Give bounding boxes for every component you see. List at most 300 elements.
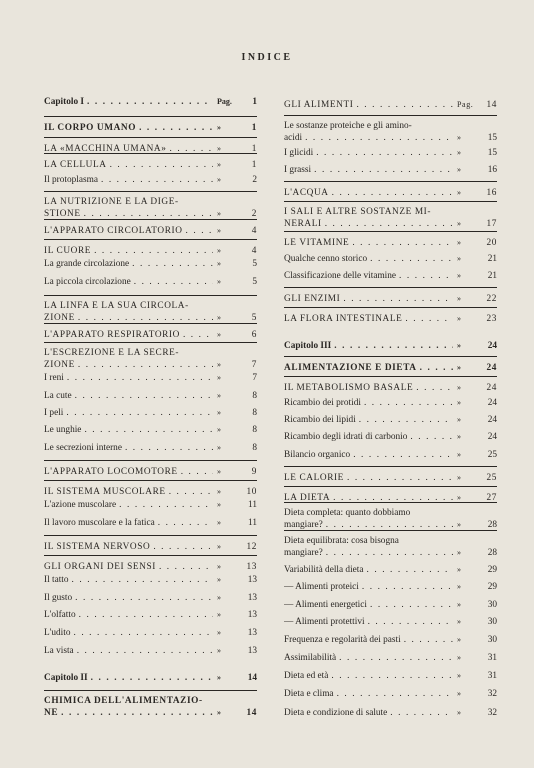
toc-entry-line (284, 340, 497, 352)
page-number: 31 (487, 653, 497, 663)
toc-entry (284, 181, 497, 199)
toc-entry-line (44, 372, 257, 384)
page-prefix: » (217, 542, 222, 551)
toc-entry-line (44, 592, 257, 604)
toc-entry-line (44, 424, 257, 436)
toc-entry-line (44, 390, 257, 402)
page-number: 15 (487, 133, 497, 143)
page-prefix: » (457, 271, 461, 280)
leader-dots (328, 671, 453, 682)
page-number: 13 (247, 593, 257, 603)
page-prefix: » (217, 487, 222, 496)
page-number: 29 (487, 582, 497, 592)
page-number: 8 (252, 408, 257, 418)
toc-entry-title: Dieta ed età (284, 671, 329, 681)
page-prefix: » (457, 133, 461, 142)
toc-entry (284, 466, 497, 484)
page-number: 21 (487, 254, 497, 264)
page-prefix: » (457, 671, 461, 680)
page-prefix: » (457, 219, 462, 228)
toc-entry (284, 449, 497, 461)
page-prefix: » (217, 277, 221, 286)
toc-entry (284, 502, 497, 531)
page-prefix: » (217, 160, 222, 169)
leader-dots (58, 708, 213, 719)
leader-dots (365, 617, 453, 628)
toc-entry-line (44, 466, 257, 478)
page-number: 1 (251, 123, 257, 133)
page-prefix: » (217, 330, 222, 339)
toc-entry-line (44, 329, 257, 341)
leader-dots (331, 341, 453, 352)
toc-entry (284, 115, 497, 144)
toc-entry-title: L'ESCREZIONE E LA SECRE- (44, 348, 180, 358)
toc-entry-title: Bilancio organico (284, 450, 351, 460)
toc-entry-title: L'APPARATO CIRCOLATORIO (44, 226, 183, 236)
leader-dots (75, 360, 213, 371)
toc-entry-title: L'APPARATO LOCOMOTORE (44, 467, 178, 477)
leader-dots (407, 432, 453, 443)
toc-entry-title: Dieta completa: quanto dobbiamo (284, 508, 411, 518)
page-prefix: » (457, 148, 461, 157)
toc-entry (44, 258, 257, 270)
toc-entry-title: I glicidi (284, 148, 314, 158)
toc-entry (284, 356, 497, 374)
page-number: 25 (487, 450, 497, 460)
toc-entry-line (44, 159, 257, 171)
toc-entry (284, 564, 497, 576)
leader-dots (150, 542, 213, 553)
toc-entry (44, 627, 257, 639)
leader-dots (349, 238, 453, 249)
page-prefix: » (217, 226, 222, 235)
leader-dots (84, 97, 213, 108)
toc-entry-title: IL CORPO UMANO (44, 123, 137, 133)
page-prefix: » (217, 391, 221, 400)
page-prefix: » (217, 562, 222, 571)
toc-entry-title: LE VITAMINE (284, 238, 350, 248)
leader-dots (302, 133, 453, 144)
page-number: 27 (486, 493, 497, 503)
page-number: 9 (251, 467, 257, 477)
toc-entry-title: Variabilità della dieta (284, 565, 364, 575)
page-number: 14 (246, 708, 257, 718)
toc-entry-title: Classificazione delle vitamine (284, 271, 397, 281)
leader-dots (183, 226, 213, 237)
toc-entry (44, 372, 257, 384)
toc-entry-line (284, 382, 497, 394)
page-number: 29 (487, 565, 497, 575)
page-number: 5 (252, 259, 257, 269)
toc-entry (44, 96, 257, 108)
page-number: 20 (486, 238, 497, 248)
toc-entry-line (44, 574, 257, 586)
toc-entry-line (284, 449, 497, 461)
toc-entry-title: NE (44, 708, 59, 718)
toc-entry-line (284, 270, 497, 282)
page-prefix: » (457, 415, 461, 424)
toc-entry-title: La grande circolazione (44, 259, 130, 269)
toc-entry-title: Le unghie (44, 425, 82, 435)
toc-entry-title: L'olfatto (44, 610, 76, 620)
page-number: 28 (487, 548, 497, 558)
toc-entry-title: Il lavoro muscolare e la fatica (44, 518, 155, 528)
page-number: 30 (487, 617, 497, 627)
toc-entry (284, 397, 497, 409)
leader-dots (311, 165, 453, 176)
toc-entry-line (284, 616, 497, 628)
toc-entry-line (44, 276, 257, 288)
page-prefix: » (457, 600, 461, 609)
page-prefix: » (457, 238, 462, 247)
page-prefix: » (457, 565, 461, 574)
leader-dots (69, 575, 213, 586)
page-prefix: » (217, 443, 221, 452)
page-number: 32 (487, 689, 497, 699)
page-number: 6 (251, 330, 257, 340)
leader-dots (350, 450, 453, 461)
toc-entry-title: I SALI E ALTRE SOSTANZE MI- (284, 207, 432, 217)
toc-entry-line (44, 499, 257, 511)
page-number: 24 (487, 398, 497, 408)
leader-dots (387, 708, 453, 719)
page-number: 7 (252, 373, 257, 383)
toc-entry-title: L'ACQUA (284, 188, 329, 198)
toc-entry (284, 99, 497, 111)
toc-entry (284, 253, 497, 265)
leader-dots (129, 259, 213, 270)
toc-entry-title: Capitolo I (44, 97, 85, 107)
page-number: 17 (486, 219, 497, 229)
toc-entry-title: LA LINFA E LA SUA CIRCOLA- (44, 301, 189, 311)
toc-entry-line (284, 688, 497, 700)
toc-entry-title: Ricambio degli idrati di carbonio (284, 432, 408, 442)
toc-entry-line (44, 561, 257, 573)
toc-entry (44, 239, 257, 257)
toc-entry-title: ALIMENTAZIONE E DIETA (284, 363, 417, 373)
page-number: 30 (487, 600, 497, 610)
page-number: 4 (251, 246, 257, 256)
toc-entry-title: LA NUTRIZIONE E LA DIGE- (44, 197, 179, 207)
page-prefix: » (217, 360, 222, 369)
toc-entry-line (284, 431, 497, 443)
toc-entry (44, 219, 257, 237)
page-prefix: » (457, 473, 462, 482)
toc-entry-line (44, 245, 257, 257)
toc-entry-title: I peli (44, 408, 64, 418)
toc-entry-line (44, 541, 257, 553)
toc-entry (44, 323, 257, 341)
page-prefix: » (457, 450, 461, 459)
page-number: 24 (486, 383, 497, 393)
toc-entry (284, 688, 497, 700)
toc-entry-line (284, 313, 497, 325)
toc-entry-title: I reni (44, 373, 64, 383)
toc-entry (284, 164, 497, 176)
leader-dots (178, 467, 213, 478)
page-number: 13 (247, 646, 257, 656)
toc-entry-line (44, 96, 257, 108)
leader-dots (359, 582, 453, 593)
page-prefix: » (217, 209, 222, 218)
page-number: 8 (252, 425, 257, 435)
leader-dots (340, 294, 453, 305)
toc-entry (284, 231, 497, 249)
toc-entry (44, 555, 257, 573)
toc-entry-title: LA FLORA INTESTINALE (284, 314, 403, 324)
toc-entry-title: Frequenza e regolarità dei pasti (284, 635, 401, 645)
page-number: 1 (252, 97, 257, 107)
leader-dots (323, 548, 453, 559)
page-prefix: » (217, 673, 221, 682)
toc-entry-title: IL SISTEMA NERVOSO (44, 542, 151, 552)
toc-entry-title: ZIONE (44, 313, 75, 323)
leader-dots (72, 593, 213, 604)
toc-entry (44, 517, 257, 529)
toc-entry-line (284, 164, 497, 176)
toc-entry-line (44, 645, 257, 657)
page-prefix: » (217, 610, 221, 619)
toc-entry (284, 340, 497, 352)
page-prefix: » (457, 294, 462, 303)
toc-entry (44, 535, 257, 553)
leader-dots (98, 175, 213, 186)
leader-dots (74, 646, 213, 657)
page-number: 22 (486, 294, 497, 304)
page-prefix: » (217, 708, 222, 717)
toc-entry-line (284, 581, 497, 593)
toc-entry-title: ZIONE (44, 360, 75, 370)
page-prefix: » (217, 628, 221, 637)
toc-entry-line (284, 397, 497, 409)
page-number: 24 (487, 432, 497, 442)
page-prefix: » (457, 341, 461, 350)
page-number: 30 (487, 635, 497, 645)
toc-entry-title: Dieta e condizione di salute (284, 708, 388, 718)
leader-dots (81, 425, 213, 436)
page-prefix: » (217, 373, 221, 382)
leader-dots (166, 487, 213, 498)
page-number: 15 (487, 148, 497, 158)
page-prefix: » (457, 617, 461, 626)
toc-entry-title: Dieta equilibrata: cosa bisogna (284, 536, 399, 546)
leader-dots (364, 565, 453, 576)
toc-entry-title: I grassi (284, 165, 312, 175)
toc-entry-title: Il gusto (44, 593, 73, 603)
leader-dots (180, 330, 213, 341)
toc-entry-line (284, 362, 497, 374)
toc-entry-title: Capitolo III (284, 341, 332, 351)
page-number: 13 (247, 610, 257, 620)
page-prefix: » (217, 259, 221, 268)
leader-dots (334, 689, 453, 700)
toc-entry (44, 592, 257, 604)
toc-entry-line (44, 225, 257, 237)
toc-entry-line (44, 258, 257, 270)
toc-entry (44, 424, 257, 436)
leader-dots (64, 373, 213, 384)
page-number: 16 (487, 165, 497, 175)
toc-entry (44, 390, 257, 402)
page-number: 21 (487, 271, 497, 281)
toc-entry-line (284, 634, 497, 646)
page-number: 5 (252, 277, 257, 287)
page-number: 1 (251, 144, 257, 154)
toc-entry (284, 431, 497, 443)
page-prefix: » (217, 575, 221, 584)
toc-entry-title: Ricambio dei lipidi (284, 415, 356, 425)
page-prefix: » (457, 314, 462, 323)
page-number: 13 (246, 562, 257, 572)
toc-entry (284, 530, 497, 559)
toc-entry-title: IL SISTEMA MUSCOLARE (44, 487, 166, 497)
page-prefix: » (217, 246, 222, 255)
toc-entry (284, 147, 497, 159)
toc-entry-line (284, 707, 497, 719)
toc-entry (44, 342, 257, 371)
toc-entry-title: LA CELLULA (44, 160, 107, 170)
leader-dots (76, 610, 213, 621)
toc-entry (44, 153, 257, 171)
toc-entry (44, 574, 257, 586)
toc-entry-title: La vista (44, 646, 74, 656)
toc-entry (44, 460, 257, 478)
leader-dots (72, 391, 213, 402)
page-number: 28 (487, 520, 497, 530)
toc-entry-title: L'azione muscolare (44, 500, 117, 510)
toc-entry (44, 295, 257, 324)
page-number: 13 (247, 575, 257, 585)
page-prefix: » (457, 383, 462, 392)
toc-entry-line (44, 486, 257, 498)
page-number: 8 (252, 391, 257, 401)
toc-entry-title: — Alimenti protettivi (284, 617, 365, 627)
toc-entry (44, 116, 257, 134)
leader-dots (361, 398, 453, 409)
leader-dots (413, 383, 453, 394)
leader-dots (116, 500, 213, 511)
toc-entry-title: La piccola circolazione (44, 277, 131, 287)
leader-dots (107, 160, 213, 171)
toc-entry-line (284, 147, 497, 159)
page-number: 7 (251, 360, 257, 370)
page-prefix: » (217, 646, 221, 655)
page-prefix: » (217, 175, 221, 184)
toc-entry-title: La cute (44, 391, 72, 401)
leader-dots (367, 600, 453, 611)
toc-entry (44, 499, 257, 511)
toc-entry-line (284, 670, 497, 682)
page-prefix: » (217, 500, 221, 509)
toc-entry-title: L'udito (44, 628, 71, 638)
toc-entry (284, 652, 497, 664)
toc-entry-title: L'APPARATO RESPIRATORIO (44, 330, 180, 340)
page-prefix: » (457, 548, 461, 557)
page-number: 4 (251, 226, 257, 236)
toc-entry (44, 480, 257, 498)
toc-entry-line (44, 707, 257, 719)
leader-dots (353, 100, 453, 111)
toc-entry-title: IL CUORE (44, 246, 92, 256)
toc-entry-line (284, 599, 497, 611)
page-prefix: Pag. (217, 97, 232, 106)
page-number: 25 (486, 473, 497, 483)
page-number: 10 (246, 487, 257, 497)
toc-entry (44, 191, 257, 220)
leader-dots (356, 415, 453, 426)
toc-entry-title: LE CALORIE (284, 473, 344, 483)
page-prefix: » (217, 425, 221, 434)
leader-dots (155, 518, 213, 529)
leader-dots (63, 408, 213, 419)
toc-entry-title: NERALI (284, 219, 322, 229)
toc-entry-title: LA «MACCHINA UMANA» (44, 144, 167, 154)
page-prefix: » (457, 493, 462, 502)
toc-entry-line (284, 547, 497, 559)
page-number: 16 (486, 188, 497, 198)
toc-entry-line (284, 99, 497, 111)
toc-entry (284, 707, 497, 719)
leader-dots (417, 363, 453, 374)
leader-dots (88, 673, 213, 684)
toc-entry-line (284, 132, 497, 144)
toc-entry-title: Il tatto (44, 575, 69, 585)
toc-entry-line (44, 442, 257, 454)
toc-entry (44, 690, 257, 719)
page-prefix: » (457, 689, 461, 698)
page-prefix: » (457, 363, 462, 372)
toc-entry-line (44, 517, 257, 529)
page-prefix: » (217, 123, 222, 132)
toc-entry-line (284, 414, 497, 426)
toc-entry (284, 616, 497, 628)
toc-entry (44, 174, 257, 186)
page-number: 24 (487, 415, 497, 425)
toc-entry-line (44, 609, 257, 621)
page-prefix: Pag. (457, 100, 474, 109)
page-number: 24 (487, 341, 497, 351)
toc-entry (44, 645, 257, 657)
toc-entry (284, 670, 497, 682)
toc-entry (284, 599, 497, 611)
toc-entry-title: Dieta e clima (284, 689, 334, 699)
page-number: 31 (487, 671, 497, 681)
leader-dots (136, 123, 213, 134)
toc-entry-line (284, 253, 497, 265)
leader-dots (336, 653, 453, 664)
page-prefix: » (457, 165, 461, 174)
page-number: 11 (248, 518, 257, 528)
leader-dots (322, 219, 453, 230)
page-prefix: » (457, 635, 461, 644)
toc-entry-line (44, 627, 257, 639)
toc-entry-title: Ricambio dei protidi (284, 398, 361, 408)
toc-entry (44, 672, 257, 684)
toc-entry-line (44, 407, 257, 419)
toc-entry (284, 287, 497, 305)
page-number: 11 (248, 500, 257, 510)
toc-entry-line (44, 672, 257, 684)
page-prefix: » (457, 582, 461, 591)
leader-dots (122, 443, 213, 454)
toc-entry-line (284, 218, 497, 230)
page-number: 32 (487, 708, 497, 718)
leader-dots (156, 562, 213, 573)
page-prefix: » (457, 398, 461, 407)
leader-dots (344, 473, 453, 484)
page-number: 2 (252, 175, 257, 185)
toc-entry (44, 276, 257, 288)
